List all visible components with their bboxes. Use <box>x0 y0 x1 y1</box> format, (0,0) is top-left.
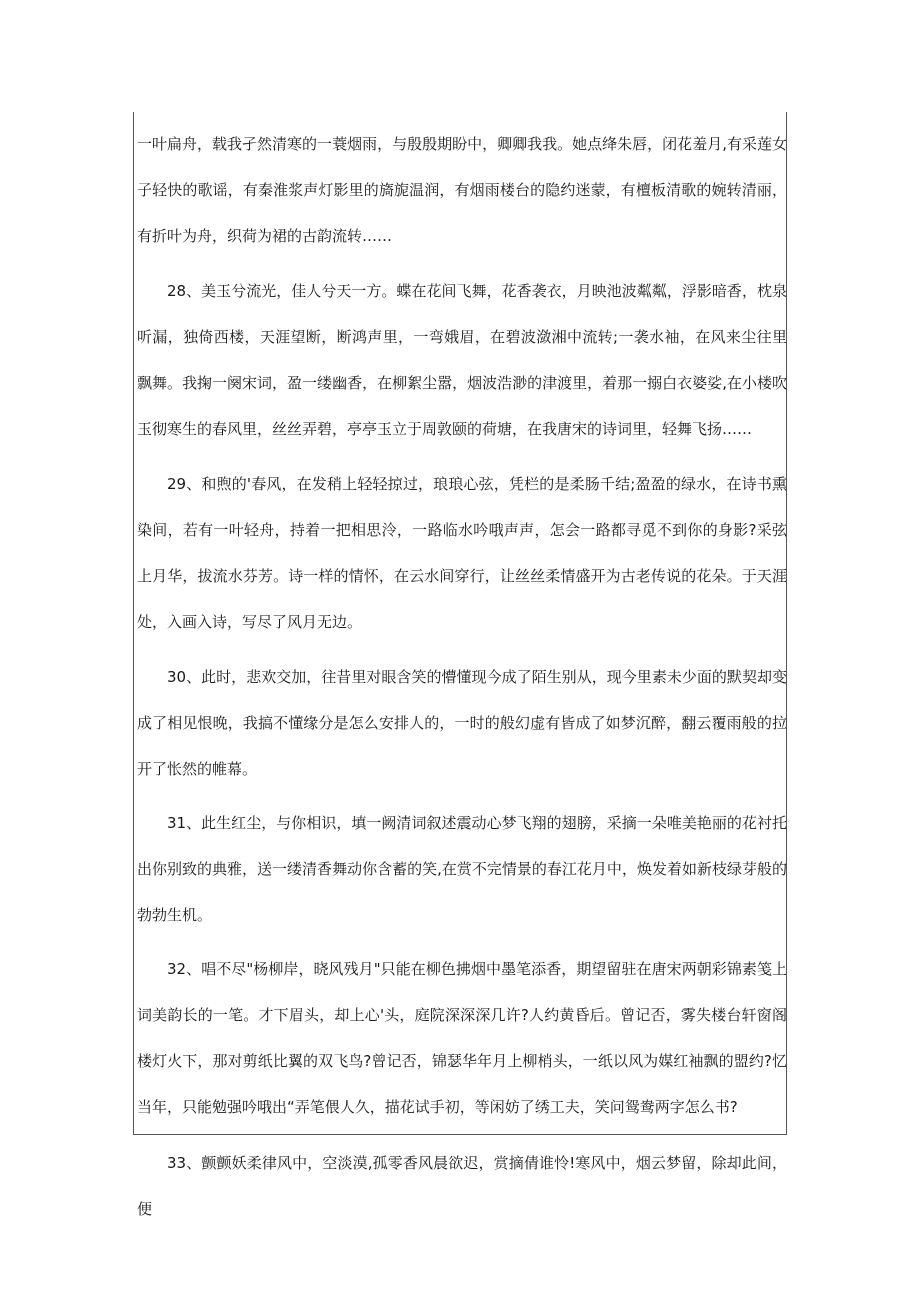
paragraph-continued: 一叶扁舟，载我孑然清寒的一蓑烟雨，与殷殷期盼中，卿卿我我。她点绛朱唇，闭花羞月,有采莲女子轻快的歌谣，有秦淮浆声灯影里的旖旎温润，有烟雨楼台的隐约迷蒙，有檀板清歌的婉转清丽，有折叶为舟，织荷为裙的古韵流转…… <box>137 135 787 245</box>
paragraph-28: 28、美玉兮流光，佳人兮天一方。蝶在花间飞舞，花香袭衣，月映池波粼粼，浮影暗香，枕泉听漏，独倚西楼，天涯望断，断鸿声里，一弯娥眉，在碧波潋湘中流转;一袭水袖，在风来尘往里飘舞。我掬一阕宋词，盈一缕幽香，在柳絮尘嚣，烟波浩渺的津渡里，着那一搦白衣婆娑,在小楼吹玉彻寒生的春风里，丝丝弄碧，亭亭玉立于周敦颐的荷塘，在我唐宋的诗词里，轻舞飞扬…… <box>137 282 787 438</box>
paragraph-30: 30、此时，悲欢交加，往昔里对眼含笑的懵懂现今成了陌生别从，现今里素未少面的默契却变成了相见恨晚，我搞不懂缘分是怎么安排人的，一时的般幻虚有皆成了如梦沉醉，翻云覆雨般的拉开了怅然的帷幕。 <box>137 668 787 778</box>
paragraph-31: 31、此生红尘，与你相识，填一阙清词叙述震动心梦飞翔的翅膀，采摘一朵唯美艳丽的花衬托出你别致的典雅，送一缕清香舞动你含蓄的笑,在赏不完情景的春江花月中，焕发着如新枝绿芽般的勃勃生机。 <box>137 814 787 924</box>
paragraph-29: 29、和煦的'春风，在发稍上轻轻掠过，琅琅心弦，凭栏的是柔肠千结;盈盈的绿水，在诗书熏染间，若有一叶轻舟，持着一把相思泠，一路临水吟哦声声，怎会一路都寻觅不到你的身影?采弦上月华，拔流水芬芳。诗一样的情怀，在云水间穿行，让丝丝柔情盛开为古老传说的花朵。于天涯处，入画入诗，写尽了风月无边。 <box>137 475 787 631</box>
paragraph-32: 32、唱不尽"杨柳岸，晓风残月"只能在柳色拂烟中墨笔添香，期望留驻在唐宋两朝彩锦素笺上词美韵长的一笔。才下眉头，却上心'头，庭院深深深几许?人约黄昏后。曾记否，雾失楼台轩窗阁楼灯火下，那对剪纸比翼的双飞鸟?曾记否，锦瑟华年月上柳梢头，一纸以风为媒红袖飘的盟约?忆当年，只能勉强吟哦出“弄笔偎人久，描花试手初，等闲妨了绣工夫，笑问鸳鸯两字怎么书? <box>137 960 787 1116</box>
paragraph-33: 33、颤颤妖柔律风中，空淡漠,孤零香风晨欲迟，赏摘倩谁怜!寒风中，烟云梦留，除却此间，便 <box>137 1154 787 1218</box>
